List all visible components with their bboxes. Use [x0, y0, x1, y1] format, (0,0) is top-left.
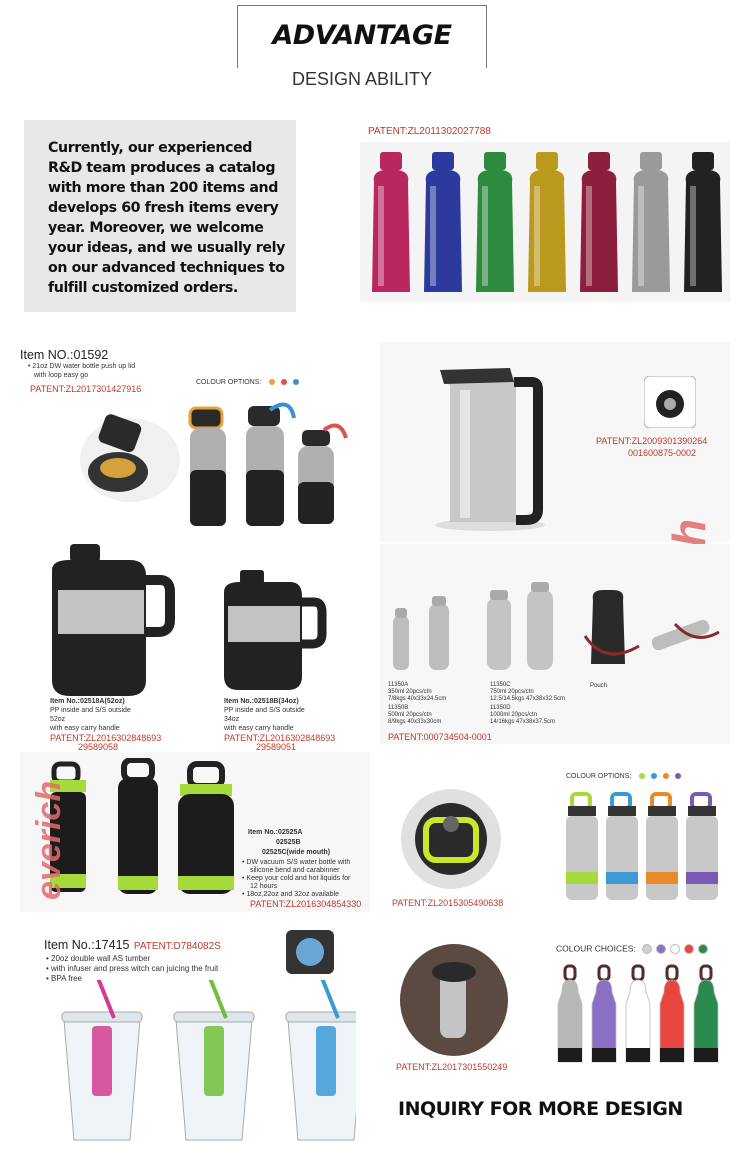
colour-dot-purple	[675, 773, 681, 779]
choice-dot-red	[684, 944, 694, 954]
item-17415-line3: • BPA free	[46, 974, 83, 983]
flask-b-line2: 8/9kgs 40x33x30cm	[388, 719, 442, 725]
top-patent: PATENT:ZL2011302027788	[368, 126, 491, 137]
bottle-5	[580, 152, 618, 292]
flask-b-title: 11350B	[388, 705, 409, 711]
jug-patent: PATENT:ZL2009301390264	[596, 436, 708, 446]
choice-dot-purple	[656, 944, 666, 954]
flask-b-spec	[388, 705, 441, 726]
tumbler-3	[286, 980, 356, 1140]
choice-dot-silver	[642, 944, 652, 954]
flask-c-spec	[490, 682, 565, 703]
flask-a-line1: 350ml 20pcs/ctn	[388, 689, 432, 695]
flask-d-line2: 14/16kgs 47x38x37.5cm	[490, 719, 556, 725]
flask-a-line2: 7/8kgs 40x33x24.5cm	[388, 696, 447, 702]
item-17415-header	[44, 936, 221, 954]
colour-options-01592	[196, 378, 299, 387]
sport-lid-patent: PATENT:ZL2015305490638	[392, 898, 504, 908]
item-02525-patent: PATENT:ZL2016304854330	[250, 899, 362, 909]
colour-options-sport	[566, 772, 681, 781]
item-02518-image	[40, 540, 370, 700]
flask-c-line2: 12.5/14.5kgs 47x38x32.5cm	[490, 696, 566, 702]
tumbler-lineup	[46, 980, 356, 1146]
sport-colour-label: COLOUR OPTIONS:	[566, 773, 632, 780]
inquiry-banner: INQUIRY FOR MORE DESIGN	[398, 1098, 683, 1120]
item-02518A-line1: PP inside and S/S outside	[50, 707, 131, 714]
bottle-7	[684, 152, 722, 292]
item-02525-c: 02525C(wide mouth)	[262, 849, 331, 856]
choice-dot-green	[698, 944, 708, 954]
flask-b-line1: 500ml 20pcs/ctn	[388, 712, 432, 718]
item-02518B-title: Item No.:02518B(34oz)	[224, 698, 299, 705]
colour-dot-orange	[269, 379, 275, 385]
page-subtitle	[237, 68, 487, 90]
item-02518B-line1: PP inside and S/S outside	[224, 707, 305, 714]
flask-c-line1: 750ml 20pcs/ctn	[490, 689, 534, 695]
item-01592-desc2: with loop easy go	[34, 372, 89, 379]
item-17415-title: Item No.:17415	[44, 938, 130, 952]
item-17415-patent: PATENT:D784082S	[133, 941, 221, 952]
flask-d-title: 11350D	[490, 705, 511, 711]
item-02525-feature3: • 18oz,22oz and 32oz available	[242, 891, 340, 898]
jug-code: 001600875-0002	[628, 448, 697, 458]
item-01592-title: Item NO.:01592	[20, 348, 109, 362]
flask-a-title: 11350A	[388, 682, 409, 688]
item-02525-b: 02525B	[276, 839, 301, 846]
cooler-4	[660, 966, 684, 1062]
choice-dot-white	[670, 944, 680, 954]
cooler-patent: PATENT:ZL2017301550249	[396, 1062, 508, 1072]
item-02518A-patent: PATENT:ZL2016302848693	[50, 733, 162, 743]
item-02518B-patent: PATENT:ZL2016302848693	[224, 733, 336, 743]
cooler-2	[592, 966, 616, 1062]
cooler-3	[626, 966, 650, 1062]
item-02525-title: Item No.:02525A	[248, 829, 303, 836]
colour-dot-blue	[293, 379, 299, 385]
bottle-6	[632, 152, 670, 292]
item-02518A-line2: 52oz	[50, 716, 66, 723]
colour-dot-orange	[663, 773, 669, 779]
intro-text: Currently, our experienced R&D team produces a catalog with more than 200 items and develops 60 fresh items every year. Moreover, we welcome your ideas, and we usually rely on our advanced techniques to fulfill customized orders.	[48, 140, 285, 296]
item-02518B-line2: 34oz	[224, 716, 240, 723]
pouch-label: Pouch	[590, 683, 608, 689]
colour-options-label: COLOUR OPTIONS:	[196, 379, 262, 386]
sport-lid-closeup	[396, 784, 506, 894]
cooler-5	[694, 966, 718, 1062]
colour-choices	[556, 944, 708, 954]
item-02518A-title: Item No.:02518A(52oz)	[50, 698, 125, 705]
sport-bottle-lineup	[560, 790, 720, 902]
item-02518B-patent2: 29589051	[256, 742, 297, 752]
item-17415-line1: • 20oz double wall AS tumber	[46, 954, 151, 963]
sport-bottle-2	[606, 794, 638, 900]
tumbler-2	[174, 980, 254, 1140]
colour-dot-red	[281, 379, 287, 385]
bottle-1	[372, 152, 410, 292]
item-02518A-line3: with easy carry handle	[50, 725, 120, 732]
item-01592-image	[40, 400, 360, 530]
bottle-lineup-image	[360, 142, 730, 302]
sport-bottle-1	[566, 794, 598, 900]
colour-choices-label: COLOUR CHOICES:	[556, 943, 636, 954]
item-02525-image	[40, 758, 250, 908]
item-17415-line2: • with infuser and press witch can juicing the fruit	[46, 964, 219, 973]
page-title: ADVANTAGE	[272, 20, 452, 51]
sport-bottle-3	[646, 794, 678, 900]
carafe-image	[430, 360, 570, 535]
page-subtitle-text: DESIGN ABILITY	[286, 69, 438, 89]
tumbler-1	[62, 980, 142, 1140]
bottle-3	[476, 152, 514, 292]
item-01592-patent: PATENT:ZL2017301427916	[30, 384, 142, 394]
flask-a-spec	[388, 682, 446, 703]
item-02525-feature2b: 12 hours	[250, 883, 278, 890]
flask-set-image	[385, 576, 725, 676]
flask-patent: PATENT:000734504-0001	[388, 732, 492, 742]
cooler-lineup	[550, 964, 730, 1066]
item-02525-feature2: • Keep your cold and hot liquids for	[242, 875, 351, 882]
jug-lid-thumbnail	[644, 376, 696, 428]
lifestyle-photo	[400, 944, 508, 1056]
everich-watermark-left: everich	[30, 780, 68, 900]
flask-c-title: 11350C	[490, 682, 511, 688]
flask-d-line1: 1000ml 20pcs/ctn	[490, 712, 538, 718]
item-01592-desc1: • 21oz DW water bottle push up lid	[28, 363, 136, 370]
colour-dot-blue	[651, 773, 657, 779]
bottle-4	[528, 152, 566, 292]
colour-dot-green	[639, 773, 645, 779]
sport-bottle-4	[686, 794, 718, 900]
item-02518A-patent2: 29589058	[78, 742, 119, 752]
flask-d-spec	[490, 705, 555, 726]
bottle-2	[424, 152, 462, 292]
item-02518B-line3: with easy carry handle	[224, 725, 294, 732]
infuser-thumbnail	[286, 930, 334, 974]
item-02525-feature1b: silicone bend and carabinner	[250, 867, 340, 874]
item-02525-feature1: • DW vacuum S/S water bottle with	[242, 859, 351, 866]
cooler-1	[558, 966, 582, 1062]
